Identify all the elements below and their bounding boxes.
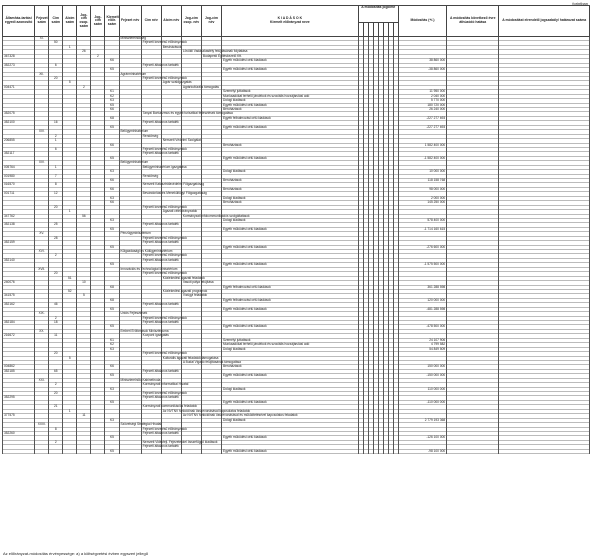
item-name-cell: Egyéb felhalmozási célú kiadások (222, 285, 359, 289)
jogcimcsop-cell: 10 (77, 281, 91, 285)
item-name-cell: Dologi kiadások (222, 170, 359, 174)
modositas-amount-cell: -1 714 160 615 (398, 227, 446, 231)
item-name-cell: Fejezeti általános tartalék (142, 320, 179, 325)
item-name-cell: Egyéb működési célú kiadások (222, 245, 359, 249)
modositas-amount-cell: -481 288 598 (398, 307, 446, 311)
item-name-cell: Egyéb működési célú kiadások (222, 307, 359, 311)
modositas-amount-cell: 24 107 906 (398, 338, 446, 342)
item-name-cell: Kozpont igazgatás (142, 333, 169, 338)
id-cell: 352159 (3, 241, 35, 245)
item-name-cell: Egyéb működési célú kiadások (222, 125, 359, 129)
modositas-amount-cell: -1 582 400 000 (398, 156, 446, 160)
col-header-jogszabaly: A módosítást elrendelő jogszabály/ határozat száma (499, 6, 590, 37)
cim-cell: 20 (49, 392, 63, 396)
kiemelt-cell: K5 (105, 263, 119, 267)
item-name-cell: Rendőrség (141, 134, 161, 138)
item-name-cell: Fejezeti általános tartalék (142, 395, 179, 400)
kiemelt-cell: K3 (105, 418, 119, 422)
id-cell: 001711 (3, 192, 35, 196)
jogszabaly-cell (499, 449, 590, 453)
modositas-amount-cell: 1 582 400 000 (398, 143, 446, 147)
item-name-cell: Beruházások (222, 179, 359, 183)
item-name-cell: Fejezeti kezelésű előirányzatok (142, 40, 187, 45)
item-name-cell: Egyéb működési célú kiadások (222, 325, 359, 329)
col-header-jogcimcsop: Jog-cím csop. szám (77, 6, 91, 37)
item-name-cell: Személyi juttatások (222, 338, 359, 342)
item-name-cell: Szövetségi Stratégiai Hivatal (120, 422, 162, 427)
cim-cell (49, 449, 63, 453)
fejezet-cell: XVI. (35, 250, 49, 254)
modositas-amount-cell: 2 779 193 368 (398, 418, 446, 422)
fejezet-cell: XI. (35, 37, 49, 41)
kiemelt-cell: K6 (105, 187, 119, 191)
item-name-cell: Beruházások (222, 187, 359, 191)
item-name-cell: Személyi juttatások (222, 90, 359, 94)
modositas-amount-cell: 11 950 000 (398, 90, 446, 94)
item-name-cell: Dologi kiadások (222, 196, 359, 200)
fejezet-cell: XX. (35, 329, 49, 333)
cim-cell: 2 (49, 440, 63, 444)
kiemelt-cell: K2 (105, 343, 119, 347)
kiemelt-cell: K8 (105, 285, 119, 289)
item-name-cell: Fejezeti kezelésű előirányzatok (142, 146, 187, 151)
cim-cell: 1 (49, 165, 63, 169)
item-name-cell: Kormányzati infokommunikációs szolgáltatások (182, 213, 250, 218)
kiemelt-cell: K5 (105, 449, 119, 453)
item-name-cell: Egyéb működési célú kiadások (222, 59, 359, 63)
item-name-cell: Fejezeti általános tartalék (142, 222, 179, 227)
item-name-cell: Közlekedési ágazati feladatok (162, 275, 205, 280)
col-header-modositas-jogcime: A módosítás jogcíme (358, 6, 398, 23)
kiemelt-cell: K6 (105, 143, 119, 147)
modositas-amount-cell: 2 000 000 (398, 196, 446, 200)
item-name-cell: Az NVTNV funkcióinak összevonásával kapcsolatos feladatok (162, 408, 251, 413)
id-cell: 004471 (3, 85, 35, 89)
item-name-cell: Egyéb működési célú kiadások (222, 449, 359, 453)
empty-cell (161, 449, 181, 453)
item-name-cell: Dologi kiadások (222, 99, 359, 103)
cim-cell: 50 (49, 41, 63, 45)
item-name-cell: Vasúti pálya felújítása (182, 280, 214, 285)
item-name-cell: Kulturális ágazati feladatok támogatása (162, 355, 219, 360)
col-header-kiemelt: Kiemelt előir. szám (105, 6, 119, 37)
item-name-cell: Egyéb működési célú kiadások (222, 263, 359, 267)
empty-cell (181, 449, 201, 453)
alcim-cell: 5 (63, 356, 77, 360)
cim-cell: 2 (49, 316, 63, 320)
table-row (3, 449, 590, 453)
cim-cell: 6 (49, 147, 63, 151)
kiemelt-cell: K5 (105, 227, 119, 231)
item-name-cell: Fejezeti kezelésű előirányzatok (142, 253, 187, 258)
item-name-cell: Bevándorlási és Menekültügyi Főigazgatóság (142, 191, 207, 196)
item-name-cell: Agrárminisztérium (120, 71, 147, 76)
modositas-amount-cell: 118 158 768 (398, 179, 446, 183)
empty-cell (119, 449, 141, 453)
item-name-cell: Egyéb működési célú kiadások (222, 400, 359, 404)
item-name-cell: Egyéb működési célú kiadások (222, 68, 359, 72)
modositas-amount-cell: -276 600 000 (398, 245, 446, 249)
cim-cell: 18 (49, 321, 63, 325)
id-cell: 352100 (3, 121, 35, 125)
id-cell: 352140 (3, 258, 35, 262)
item-name-cell: Egyéb működési célú kiadások (222, 227, 359, 231)
item-name-cell: Emberi Erőforrások Minisztériuma (120, 328, 169, 333)
item-name-cell: Fejezeti kezelésű előirányzatok (142, 204, 187, 209)
table-header-row (3, 6, 590, 23)
modositas-amount-cell: 98 000 000 (398, 187, 446, 191)
jogcimcsop-cell: 2 (77, 85, 91, 89)
footnote: Az előirányzat-módosítás érvényessége: a) a költségvetési évben egyszeri jellegű (3, 551, 148, 556)
item-name-cell: A Budai Vigadó felújításának támogatása (182, 359, 241, 364)
kiemelt-cell: K2 (105, 94, 119, 98)
col-header-fejezet: Fejezet szám (35, 6, 49, 37)
item-name-cell: Fejezeti kezelésű előirányzatok (142, 391, 187, 396)
kiemelt-cell: K3 (105, 347, 119, 351)
id-cell: 206855 (3, 139, 35, 143)
kiemelt-nev-label: Kiemelt előirányzat neve (270, 20, 310, 24)
kiemelt-cell: K3 (105, 387, 119, 391)
item-name-cell: Fejezeti kezelésű előirányzatok (142, 315, 187, 320)
id-cell: 016570 (3, 183, 35, 187)
cim-cell: 46 (49, 303, 63, 307)
item-name-cell: Egyéb felhalmozási célú kiadások (222, 116, 359, 120)
kiemelt-cell: K6 (105, 179, 119, 183)
modositas-amount-cell: -478 500 000 (398, 325, 446, 329)
fejezet-cell: XIX. (35, 312, 49, 316)
item-name-cell: Nemzeti Katasztrófavédelmi Főigazgatóság (142, 182, 205, 187)
alcim-cell: 1 (63, 45, 77, 49)
modositas-amount-cell: -126 100 000 (398, 436, 446, 440)
modositas-amount-cell: 150 000 000 (398, 365, 446, 369)
item-name-cell: Egyéb működési célú kiadások (222, 103, 359, 107)
kiemelt-cell: K6 (105, 108, 119, 112)
item-name-cell: Közlekedési ágazati programok (162, 288, 208, 293)
col-header-fejezet-nev: Fejezet név (119, 6, 141, 37)
alcim-cell: 51 (63, 276, 77, 280)
item-name-cell: Fejezeti kezelésű előirányzatok (142, 351, 187, 356)
alcim-cell: 5 (63, 81, 77, 85)
item-name-cell: Dologi kiadások (222, 387, 359, 391)
item-name-cell: Belügyminisztérium igazgatása (142, 164, 187, 169)
item-name-cell: Dologi kiadások (222, 418, 359, 422)
kiemelt-cell: K8 (105, 116, 119, 120)
item-name-cell: Kormányzati kommunikációs feladatok (142, 404, 198, 409)
cim-cell: 28 (49, 236, 63, 240)
jogcimcsop-cell: 56 (77, 214, 91, 218)
modositas-amount-cell: -98 100 000 (398, 449, 446, 453)
cim-cell: 6 (49, 63, 63, 67)
item-name-cell: Az NVTNV funkcióinak összevonásával és működtetésével kapcsolatos feladatok (182, 413, 298, 418)
item-name-cell: Beruházások (162, 44, 182, 49)
jogcimcsop-cell (77, 449, 91, 453)
kiemelt-cell: K5 (105, 400, 119, 404)
item-name-cell: Egyéb működési célú kiadások (222, 156, 359, 160)
jogcim-subcol (393, 23, 398, 37)
kiemelt-cell: K5 (105, 325, 119, 329)
item-name-cell: Lövöldi Vadászkastély felújításának folytatása (182, 49, 248, 54)
modositas-amount-cell: -227 277 693 (398, 116, 446, 120)
item-name-cell: Miniszterelnöki Kabinetiroda (120, 377, 161, 382)
item-name-cell: Fejezeti általános tartalék (142, 62, 179, 67)
col-header-jogcim-nev: Jog-cím név (201, 6, 221, 37)
jogcimcsop-cell: 26 (77, 50, 91, 54)
col-header-cim-nev: Cím név (141, 6, 161, 37)
kiemelt-cell: K3 (105, 196, 119, 200)
fejezet-cell: XV. (35, 232, 49, 236)
kiemelt-cell: K5 (105, 374, 119, 378)
cim-cell: 2 (49, 254, 63, 258)
item-name-cell: Munkaadókat terhelő járulékok és szociális hozzájárulási adó (222, 94, 359, 98)
item-name-cell: Uniós Fejlesztések (120, 311, 148, 316)
col-header-alcim-nev: Alcím név (161, 6, 181, 37)
col-header-kiadasok (222, 6, 359, 37)
fejezet-cell: XVII. (35, 267, 49, 271)
appropriation-ledger-table (2, 5, 590, 454)
item-name-cell: Beruházások (222, 108, 359, 112)
jogcimcsop-cell: 11 (77, 414, 91, 418)
item-name-cell: Agrárkultúrális támogatás (182, 84, 219, 89)
cim-cell: 2 (49, 134, 63, 138)
alcim-cell (63, 449, 77, 453)
id-cell: 341575 (3, 294, 35, 298)
item-name-cell: Munkaadókat terhelő járulékok és szociális hozzájárulási adó (222, 343, 359, 347)
id-cell: 216672 (3, 334, 35, 338)
id-cell: 352162 (3, 303, 35, 307)
modositas-amount-cell: -110 000 000 (398, 400, 446, 404)
alcim-cell: 52 (63, 289, 77, 293)
cim-cell: 20 (49, 272, 63, 276)
kiemelt-cell: K5 (105, 103, 119, 107)
item-name-cell: Fejezeti általános tartalék (142, 444, 179, 449)
modositas-amount-cell: 2 040 000 (398, 94, 446, 98)
kiemelt-cell: K3 (105, 99, 119, 103)
col-header-alcim: Alcím szám (63, 6, 77, 37)
jogcim-cell: 2 (91, 54, 105, 58)
id-cell: 377575 (3, 414, 35, 418)
item-name-cell: Dologi kiadások (222, 218, 359, 222)
id-cell: 352273 (3, 63, 35, 67)
item-name-cell: Fejezeti általános tartalék (142, 120, 179, 125)
item-name-cell: Fejezeti kezelésű előirányzatok (142, 75, 187, 80)
id-cell: 005764 (3, 165, 35, 169)
cim-cell: 8 (49, 427, 63, 431)
cim-cell: 7 (49, 174, 63, 178)
cim-cell: 8 (49, 183, 63, 187)
fejezet-cell: XIV. (35, 130, 49, 134)
modositas-amount-cell: 10 000 000 (398, 170, 446, 174)
modositas-amount-cell: 578 400 000 (398, 218, 446, 222)
item-name-cell: Beruházások (222, 365, 359, 369)
item-name-cell: Nemzeti Védelmi Szolgálat (162, 138, 201, 143)
ledger-body (3, 37, 590, 454)
id-cell: 352138 (3, 223, 35, 227)
id-cell: 004862 (3, 365, 35, 369)
id-cell: 352184 (3, 321, 35, 325)
col-header-cim: Cím szám (49, 6, 63, 37)
cim-cell: 12 (49, 192, 63, 196)
id-cell: 240076 (3, 281, 35, 285)
jogcim-cell (91, 449, 105, 453)
alcim-cell: 1 (63, 409, 77, 413)
alcim-cell: 1 (63, 210, 77, 214)
modositas-amount-cell: 120 000 000 (398, 298, 446, 302)
modositas-amount-cell: -1 575 500 000 (398, 263, 446, 267)
kiemelt-cell: K5 (105, 68, 119, 72)
col-header-jogcim: Jog-cím szám (91, 6, 105, 37)
kiemelt-cell: K8 (105, 298, 119, 302)
kiadasok-title: K I A D Á S O K (277, 16, 303, 21)
id-cell: 352185 (3, 369, 35, 373)
fejezet-cell: XXIII. (35, 423, 49, 427)
item-name-cell: Rendőrség (141, 174, 161, 178)
currency-unit-label: forintban (572, 1, 588, 6)
item-name-cell: Egyéb működési célú kiadások (222, 436, 359, 440)
id-cell: 001980 (3, 174, 35, 178)
id-cell (3, 449, 35, 453)
kiemelt-cell: K3 (105, 218, 119, 222)
item-name-cell: Vízügyi feladatok (182, 293, 208, 298)
modositas-amount-cell: 4 799 582 (398, 343, 446, 347)
modositas-amount-cell: -150 000 000 (398, 374, 446, 378)
id-cell: 367328 (3, 54, 35, 58)
kiemelt-cell: K6 (105, 365, 119, 369)
cim-cell: 65 (49, 369, 63, 373)
modositas-amount-cell: 26 240 000 (398, 108, 446, 112)
id-cell: 352295 (3, 396, 35, 400)
cim-cell: 11 (49, 334, 63, 338)
id-cell: 352117 (3, 152, 35, 156)
fejezet-cell: XII. (35, 72, 49, 76)
item-name-cell: Fejezeti kezelésű előirányzatok (142, 271, 187, 276)
item-name-cell: Miniszterelnökség (120, 36, 147, 41)
item-name-cell: Agrár szakigazgatás (162, 80, 192, 85)
col-header-jogcimcsop-nev: Jog-cím csop. név (181, 6, 201, 37)
kiemelt-cell: K5 (105, 245, 119, 249)
cim-cell: 25 (49, 223, 63, 227)
item-name-cell: Belügyminisztérium (120, 129, 149, 134)
item-name-cell: Pénzügyminisztérium (120, 231, 151, 236)
cim-cell: 21 (49, 405, 63, 409)
item-name-cell: Fejezeti kezelésű előirányzatok (142, 426, 187, 431)
item-name-cell: Fejezeti általános tartalék (142, 302, 179, 307)
item-name-cell: Külgazdasági és Külügyminisztérium (120, 249, 173, 254)
cim-cell: 20 (49, 76, 63, 80)
cim-cell: 20 (49, 205, 63, 209)
kiemelt-cell: K5 (105, 436, 119, 440)
modositas-amount-cell: 110 000 000 (398, 387, 446, 391)
empty-cell (201, 449, 221, 453)
fejezet-cell: XIV. (35, 161, 49, 165)
col-header-athuzodo-hatas: A módosítás következő évre áthúzódó hatása (447, 6, 499, 37)
modositas-amount-cell: 180 720 000 (398, 103, 446, 107)
id-cell: 347762 (3, 214, 35, 218)
item-name-cell: Egyéb felhalmozási célú kiadások (222, 298, 359, 302)
item-name-cell: Fejezeti kezelésű előirányzatok (142, 235, 187, 240)
item-name-cell: Beruházások (222, 143, 359, 147)
kiemelt-cell: K5 (105, 307, 119, 311)
item-name-cell: Budapesti Építéskezelő Kft. (202, 53, 242, 58)
item-name-cell: Kormányzati Informatikai Hivatal (142, 382, 189, 387)
item-name-cell: Nemzeti Vidékfejl. Fejezetekkel összefüggő kiadások (142, 439, 218, 444)
id-cell: 352075 (3, 112, 35, 116)
item-name-cell: Innovációs és Technológiai Minisztérium (120, 266, 178, 271)
athuzodo-hatas-cell (447, 449, 499, 453)
modositas-amount-cell: 145 250 000 (398, 201, 446, 205)
kiemelt-cell: K1 (105, 338, 119, 342)
fejezet-cell: XXI. (35, 378, 49, 382)
id-cell: 352260 (3, 431, 35, 435)
empty-cell (141, 449, 161, 453)
item-name-cell: Belügyminisztérium (120, 160, 149, 165)
kiemelt-cell: K6 (105, 201, 119, 205)
col-header-id: Államház-tartási egyedi azonosító (3, 6, 35, 37)
cim-cell: 2 (49, 383, 63, 387)
item-name-cell: Egyéb működési célú kiadások (222, 374, 359, 378)
kiemelt-cell: K1 (105, 90, 119, 94)
kiemelt-cell: K5 (105, 125, 119, 129)
item-name-cell: Ágazati célelőirányzatok (162, 209, 198, 214)
item-name-cell: Tanyai Borturizmus és egyéb turisztikai fejlesztések támogatása (142, 111, 233, 116)
item-name-cell: Dologi kiadások (222, 347, 359, 351)
modositas-amount-cell: -227 277 693 (398, 125, 446, 129)
item-name-cell: Fejezeti általános tartalék (142, 240, 179, 245)
modositas-amount-cell: -38 860 000 (398, 68, 446, 72)
item-name-cell: Beruházások (222, 201, 359, 205)
item-name-cell: Fejezeti általános tartalék (142, 151, 179, 156)
modositas-amount-cell: 361 288 598 (398, 285, 446, 289)
modositas-amount-cell: 38 860 000 (398, 59, 446, 63)
col-header-modositas: Módosítás (+/-) (398, 6, 446, 37)
fejezet-cell (35, 449, 49, 453)
modositas-amount-cell: 54 849 509 (398, 347, 446, 351)
cim-cell: 20 (49, 352, 63, 356)
kiemelt-cell: K6 (105, 59, 119, 63)
kiemelt-cell: K3 (105, 170, 119, 174)
item-name-cell: Fejezeti általános tartalék (142, 430, 179, 435)
modositas-amount-cell: 5 770 000 (398, 99, 446, 103)
cim-cell: 1 (49, 139, 63, 143)
item-name-cell: Fejezeti általános tartalék (142, 257, 179, 262)
cim-cell: 16 (49, 121, 63, 125)
jogcimcsop-cell: 5 (77, 294, 91, 298)
item-name-cell: Fejezeti általános tartalék (142, 368, 179, 373)
kiemelt-cell: K5 (105, 156, 119, 160)
